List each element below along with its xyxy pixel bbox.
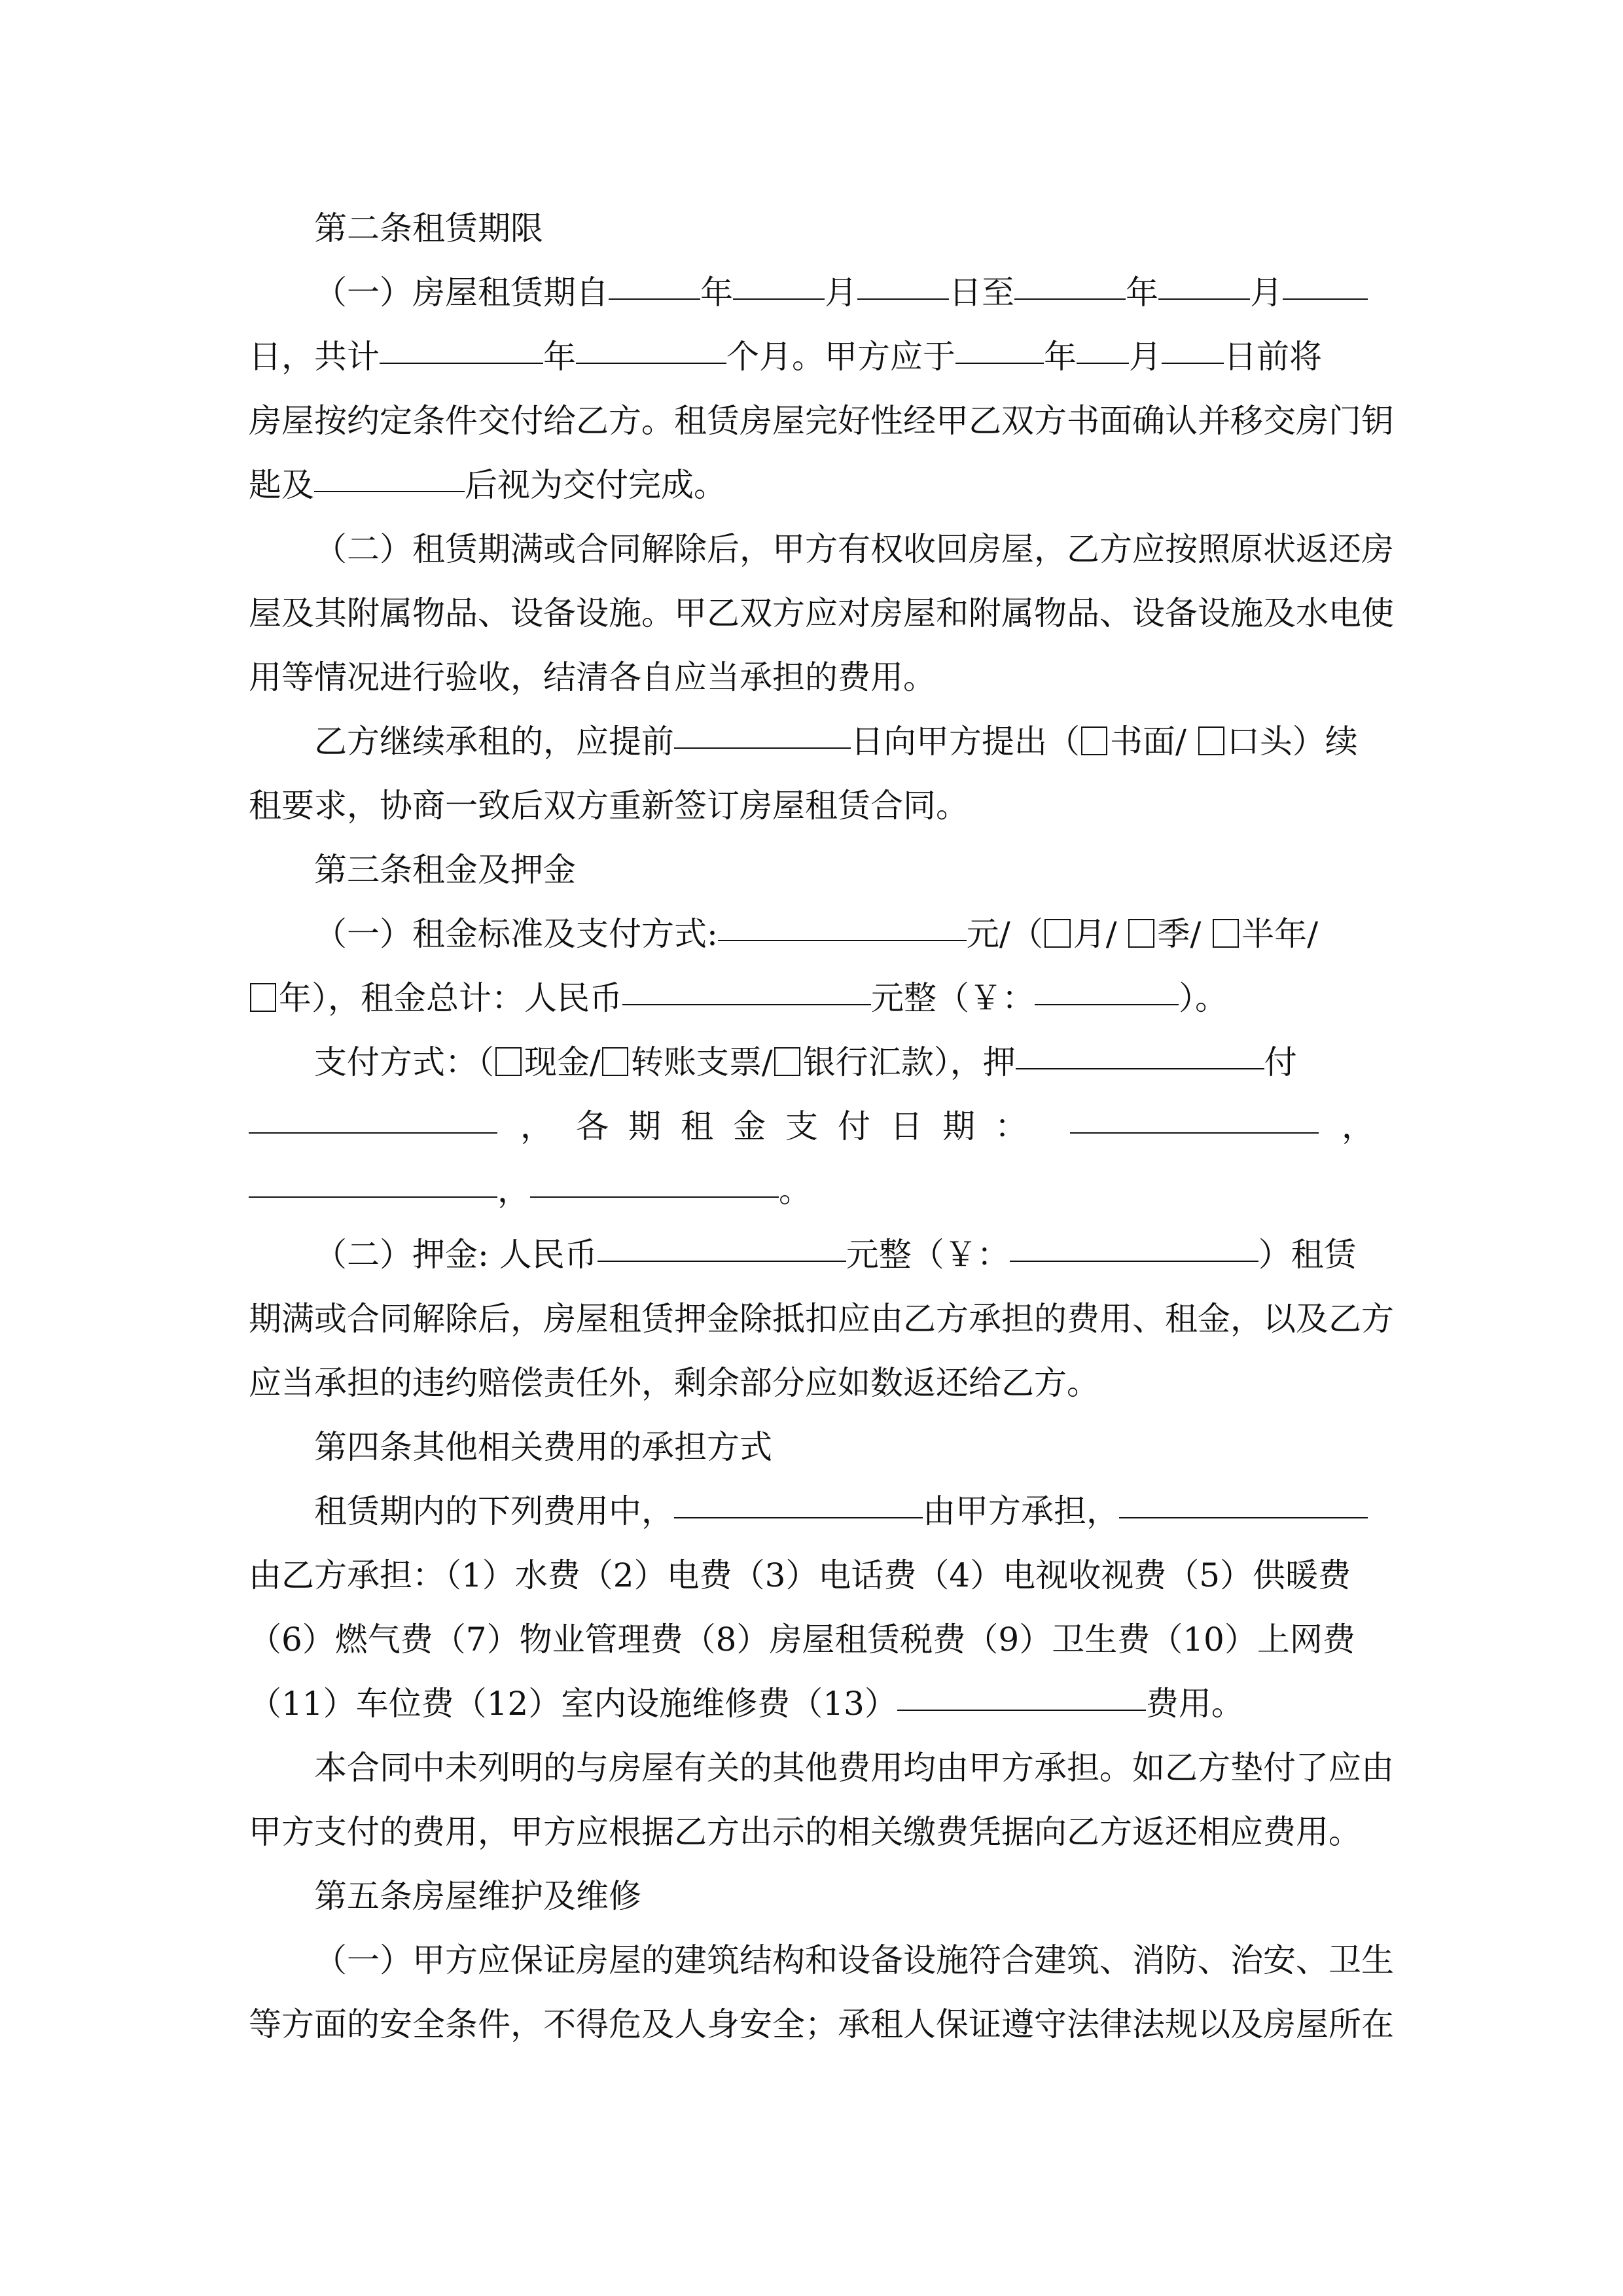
blank-delivery-year[interactable] [955,325,1044,364]
checkbox-month[interactable] [1044,919,1071,948]
checkbox-quarter[interactable] [1128,919,1154,948]
article-4-title: 第四条其他相关费用的承担方式 [314,1428,772,1466]
article-2-title: 第二条租赁期限 [314,209,543,247]
blank-pay-date-2[interactable] [249,1158,497,1198]
blank-start-month[interactable] [733,260,825,300]
checkbox-half-year[interactable] [1213,919,1239,948]
blank-fees-party-a[interactable] [674,1479,923,1518]
blank-end-year[interactable] [1014,260,1126,300]
checkbox-bank-draft[interactable] [774,1047,800,1076]
blank-pay-date-1[interactable] [1070,1094,1319,1134]
article-5-title: 第五条房屋维护及维修 [314,1877,641,1915]
blank-deposit-figure[interactable] [1010,1223,1258,1262]
article-4-p1-line-1: 租赁期内的下列费用中， 由甲方承担， [249,1479,1374,1543]
blank-start-day[interactable] [857,260,949,300]
blank-renewal-days[interactable] [674,709,851,749]
article-3-p1-line-1: （一）租金标准及支付方式: 元/（ 月/ 季/ 半年/ [249,902,1374,966]
blank-total-months[interactable] [576,325,726,364]
contract-page [249,196,1394,2056]
article-3-p1-line-2: 年），租金总计：人民币 元整（￥： ）。 [249,966,1374,1030]
blank-rent-total[interactable] [622,966,871,1005]
blank-rent-total-figure[interactable] [1035,966,1179,1005]
blank-end-day[interactable] [1283,260,1368,300]
article-4-p1-line-4: （11）车位费（12）室内设施维修费（13） 费用。 [249,1672,1374,1736]
blank-handover-item[interactable] [314,453,465,492]
article-2-p2-line-1: （二）租赁期满或合同解除后，甲方有权收回房屋，乙方应按照原状返还房 [314,530,1394,568]
article-2-p1-line-2: 日，共计 年 个月。甲方应于 年 月 日前将 [249,325,1374,389]
article-2-p2-line-2: 屋及其附属物品、设备设施。甲乙双方应对房屋和附属物品、设备设施及水电使 [249,594,1394,632]
article-2-p1-line-4: 匙及 后视为交付完成。 [249,453,1374,517]
article-3-p3-line-3: 应当承担的违约赔偿责任外，剩余部分应如数返还给乙方。 [249,1364,1099,1402]
blank-other-fee[interactable] [897,1672,1146,1711]
article-5-p1-line-1: （一）甲方应保证房屋的建筑结构和设备设施符合建筑、消防、治安、卫生 [314,1941,1394,1979]
article-4-p1-line-2: 由乙方承担：（1）水费（2）电费（3）电话费（4）电视收视费（5）供暖费 [249,1556,1351,1594]
article-4-p1-line-3: （6）燃气费（7）物业管理费（8）房屋租赁税费（9）卫生费（10）上网费 [249,1621,1355,1659]
article-2-p3-line-2: 租要求，协商一致后双方重新签订房屋租赁合同。 [249,787,969,825]
blank-delivery-month[interactable] [1077,325,1129,364]
checkbox-cash[interactable] [495,1047,522,1076]
article-3-p2-line-3: ， 。 [249,1158,1374,1223]
blank-pay-months[interactable] [249,1094,497,1134]
blank-deposit-amount[interactable] [597,1223,846,1262]
article-2-p1-line-3: 房屋按约定条件交付给乙方。租赁房屋完好性经甲乙双方书面确认并移交房门钥 [249,402,1394,440]
blank-end-month[interactable] [1158,260,1250,300]
article-4-p2-line-2: 甲方支付的费用，甲方应根据乙方出示的相关缴费凭据向乙方返还相应费用。 [249,1813,1361,1851]
checkbox-transfer-cheque[interactable] [602,1047,628,1076]
blank-fees-party-b[interactable] [1119,1479,1368,1518]
blank-deposit-months[interactable] [1016,1030,1264,1069]
article-3-p3-line-2: 期满或合同解除后，房屋租赁押金除抵扣应由乙方承担的费用、租金，以及乙方 [249,1300,1394,1338]
article-2-p2-line-3: 用等情况进行验收，结清各自应当承担的费用。 [249,658,936,696]
blank-delivery-day[interactable] [1162,325,1224,364]
article-5-p1-line-2: 等方面的安全条件，不得危及人身安全；承租人保证遵守法律法规以及房屋所在 [249,2005,1394,2043]
checkbox-verbal[interactable] [1198,726,1224,755]
article-3-p2-line-1: 支付方式：（ 现金/ 转账支票/ 银行汇款），押 付 [249,1030,1374,1094]
article-3-p2-line-2: ， 各期租金支付日期： ， [249,1094,1374,1158]
blank-total-years[interactable] [380,325,543,364]
checkbox-written[interactable] [1081,726,1107,755]
blank-start-year[interactable] [609,260,700,300]
article-2-p3-line-1: 乙方继续承租的，应提前 日向甲方提出（ 书面/ 口头）续 [249,709,1374,774]
blank-pay-date-3[interactable] [530,1158,779,1198]
article-3-p3-line-1: （二）押金: 人民币 元整（￥： ）租赁 [249,1223,1374,1287]
article-2-p1-line-1: （一）房屋租赁期自 年 月 日至 年 月 [249,260,1374,325]
blank-rent-standard[interactable] [718,902,967,941]
article-4-p2-line-1: 本合同中未列明的与房屋有关的其他费用均由甲方承担。如乙方垫付了应由 [314,1749,1394,1787]
article-3-title: 第三条租金及押金 [314,851,576,889]
checkbox-year[interactable] [250,983,276,1012]
